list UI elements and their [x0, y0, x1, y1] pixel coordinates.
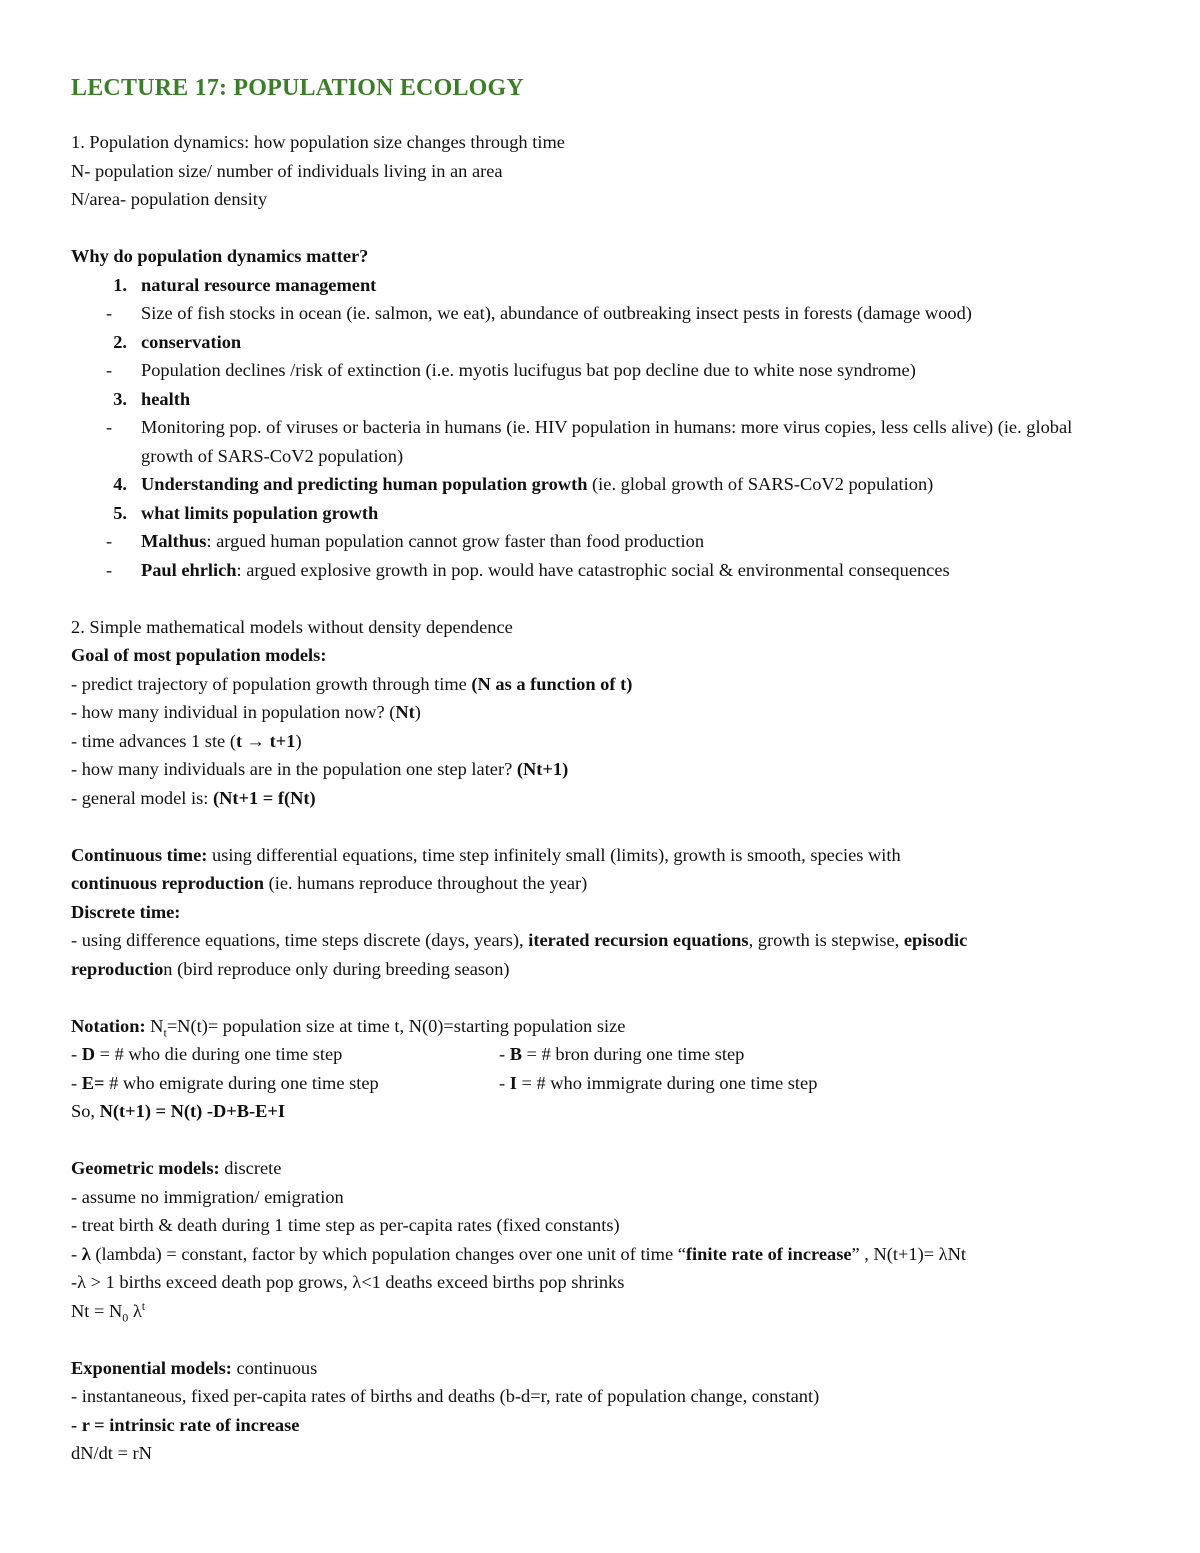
reason-item-3: 3. health [113, 388, 191, 409]
notation-die-born: - D = # who die during one time step - B = # bron during one time step [71, 1044, 745, 1064]
reason-item-4: 4. Understanding and predicting human population growth (ie. global growth of SARS-CoV2 population) [113, 474, 934, 494]
goal-line-4: - how many individuals are in the population one step later? (Nt+1) [71, 759, 569, 779]
reason-item-5: 5. what limits population growth [113, 502, 379, 523]
goal-line-1: - predict trajectory of population growth through time (N as a function of t) [71, 673, 633, 694]
notation-emigrate-immigrate: - E= # who emigrate during one time step - I = # who immigrate during one time step [71, 1072, 818, 1093]
exponential-heading: Exponential models: continuous [71, 1357, 318, 1378]
geometric-line-1: - assume no immigration/ emigration [71, 1186, 344, 1207]
continuous-time-line-2: continuous reproduction (ie. humans reproduce throughout the year) [71, 873, 588, 893]
reason-detail-1: - Size of fish stocks in ocean (ie. salmon, we eat), abundance of outbreaking insect pests in forests (damage wood) [106, 303, 972, 323]
reason-item-2: 2. conservation [113, 331, 242, 352]
discrete-time-line-2: reproduction (bird reproduce only during breeding season) [71, 958, 510, 979]
exponential-line-1: - instantaneous, fixed per-capita rates of births and deaths (b-d=r, rate of population change, constant) [71, 1386, 820, 1406]
lecture-notes-page [71, 70, 1131, 1468]
exponential-formula: dN/dt = rN [71, 1443, 152, 1463]
notation-line: Notation: $N_t=N(t)=$ population size at time t, N(0)=starting population size [71, 1015, 626, 1040]
notation-equation: So, N(t+1) = N(t) -D+B-E+I [71, 1101, 286, 1121]
population-dynamics-definition: 1. Population dynamics: how population size changes through time [71, 132, 565, 152]
goal-line-3: - time advances 1 ste (t → t+1) [71, 730, 302, 751]
reason-detail-2: - Population declines /risk of extinction (i.e. myotis lucifugus bat pop decline due to white nose syndrome) [106, 360, 916, 380]
geometric-line-2: - treat birth & death during 1 time step as per-capita rates (fixed constants) [71, 1215, 620, 1235]
geometric-formula: $Nt = N_0$ $\lambda^t$ [71, 1298, 146, 1325]
geometric-line-4: -λ > 1 births exceed death pop grows, λ<1 deaths exceed births pop shrinks [71, 1272, 625, 1292]
section-2-heading: 2. Simple mathematical models without density dependence [71, 616, 513, 637]
ehrlich-detail: - Paul ehrlich: argued explosive growth in pop. would have catastrophic social & environmental consequences [106, 559, 950, 580]
continuous-time-line-1: Continuous time: using differential equations, time step infinitely small (limits), growth is smooth, species with [71, 844, 901, 865]
exponential-line-2: - r = intrinsic rate of increase [71, 1414, 300, 1435]
geometric-line-3: - λ (lambda) = constant, factor by which population changes over one unit of time “finite rate of increase” , N(t+1)= λNt [71, 1243, 966, 1264]
population-density-definition: N/area- population density [71, 189, 268, 209]
reason-item-1: 1. natural resource management [113, 274, 377, 295]
goal-line-5: - general model is: (Nt+1 = f(Nt) [71, 787, 316, 808]
geometric-heading: Geometric models: discrete [71, 1158, 282, 1178]
reason-detail-3: - Monitoring pop. of viruses or bacteria in humans (ie. HIV population in humans: more virus copies, less cells alive) (ie. global growth of SARS-CoV2 population) [106, 417, 1073, 466]
page-title: LECTURE 17: POPULATION ECOLOGY [71, 75, 524, 101]
population-size-definition: N- population size/ number of individuals living in an area [71, 160, 503, 181]
discrete-time-line-1: - using difference equations, time steps discrete (days, years), iterated recursion equations, growth is stepwise, episodic [71, 930, 968, 950]
discrete-time-heading: Discrete time: [71, 901, 181, 922]
goal-heading: Goal of most population models: [71, 645, 327, 665]
goal-line-2: - how many individual in population now? (Nt) [71, 702, 421, 722]
malthus-detail: - Malthus: argued human population cannot grow faster than food production [106, 531, 705, 551]
why-heading: Why do population dynamics matter? [71, 246, 369, 266]
